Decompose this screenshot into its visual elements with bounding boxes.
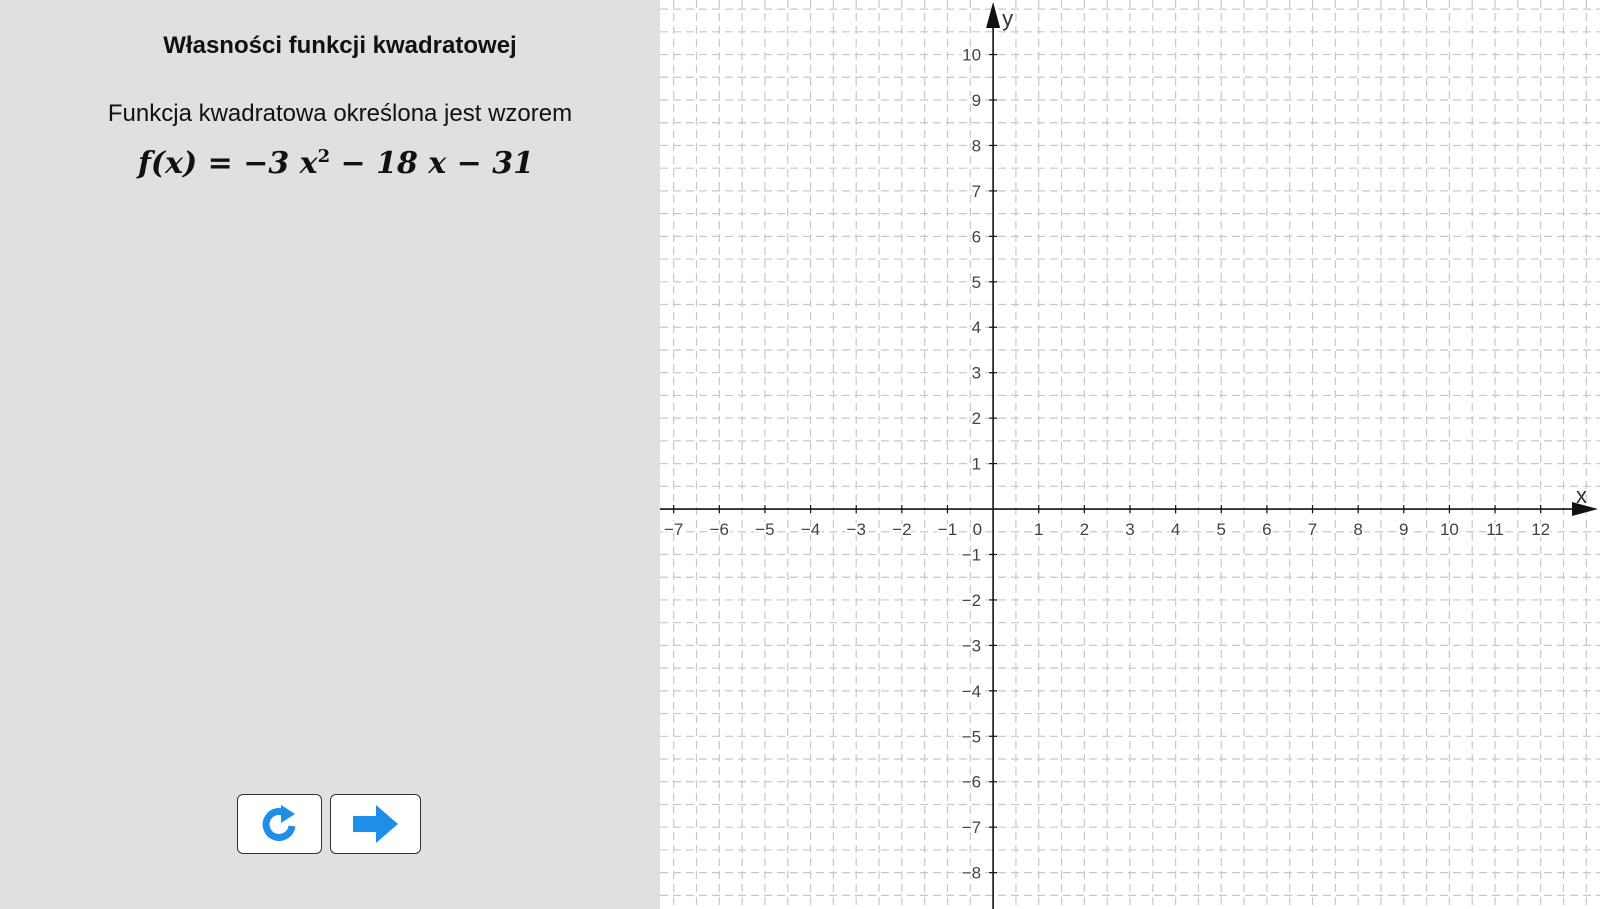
x-tick-label: −5 bbox=[755, 520, 775, 540]
y-tick-label: 9 bbox=[971, 90, 982, 110]
x-tick-label: 7 bbox=[1307, 520, 1318, 540]
y-tick-label: 6 bbox=[971, 227, 982, 247]
formula-exponent: 2 bbox=[317, 146, 331, 167]
x-tick-label: −7 bbox=[663, 520, 684, 540]
x-tick-label: −3 bbox=[846, 520, 866, 540]
intro-text: Funkcja kwadratowa określona jest wzorem bbox=[107, 100, 573, 127]
y-tick-label: 4 bbox=[971, 318, 982, 338]
page-title: Własności funkcji kwadratowej bbox=[163, 32, 517, 59]
x-tick-label: 3 bbox=[1125, 520, 1135, 540]
x-tick-label: −6 bbox=[709, 520, 730, 540]
x-tick-label: 11 bbox=[1486, 520, 1504, 540]
reset-icon bbox=[257, 801, 303, 847]
x-tick-label: 5 bbox=[1216, 520, 1226, 540]
y-tick-label: −3 bbox=[961, 636, 982, 656]
x-tick-label: 2 bbox=[1079, 520, 1090, 540]
side-panel bbox=[0, 0, 660, 909]
x-tick-label: 6 bbox=[1262, 520, 1272, 540]
y-tick-label: 1 bbox=[971, 454, 982, 474]
origin-label: 0 bbox=[972, 520, 983, 540]
y-tick-label: 2 bbox=[971, 409, 982, 429]
y-axis-arrow bbox=[986, 2, 1000, 28]
y-tick-label: −6 bbox=[961, 772, 982, 792]
function-formula bbox=[138, 146, 534, 181]
y-tick-label: 3 bbox=[971, 363, 982, 383]
y-tick-label: −4 bbox=[961, 681, 982, 701]
x-tick-label: −1 bbox=[937, 520, 958, 540]
y-tick-label: −7 bbox=[961, 818, 982, 838]
formula-var: x bbox=[299, 146, 318, 181]
x-axis-label: x bbox=[1576, 483, 1587, 509]
y-tick-label: −1 bbox=[961, 545, 982, 565]
reset-button[interactable] bbox=[237, 794, 322, 854]
x-tick-label: 1 bbox=[1034, 520, 1044, 540]
y-tick-label: −5 bbox=[961, 727, 982, 747]
y-tick-label: 10 bbox=[962, 45, 982, 65]
y-tick-label: −8 bbox=[961, 863, 982, 883]
x-tick-label: 10 bbox=[1439, 520, 1459, 540]
y-tick-label: 7 bbox=[971, 181, 982, 201]
next-button[interactable] bbox=[330, 794, 421, 854]
y-tick-label: 8 bbox=[971, 136, 982, 156]
x-tick-label: 9 bbox=[1399, 520, 1409, 540]
y-axis-label: y bbox=[1002, 6, 1014, 31]
x-tick-label: 4 bbox=[1170, 520, 1181, 540]
formula-rest: − 18 x − 31 bbox=[330, 146, 534, 181]
x-tick-label: −4 bbox=[800, 520, 821, 540]
x-tick-label: 8 bbox=[1353, 520, 1363, 540]
formula-lhs: f(x) = −3 bbox=[138, 146, 300, 181]
y-tick-label: −2 bbox=[961, 590, 982, 610]
x-tick-label: 12 bbox=[1531, 520, 1551, 540]
x-tick-label: −2 bbox=[892, 520, 912, 540]
y-tick-label: 5 bbox=[971, 272, 982, 292]
arrow-right-icon bbox=[348, 801, 404, 847]
coordinate-plane[interactable] bbox=[660, 0, 1600, 909]
